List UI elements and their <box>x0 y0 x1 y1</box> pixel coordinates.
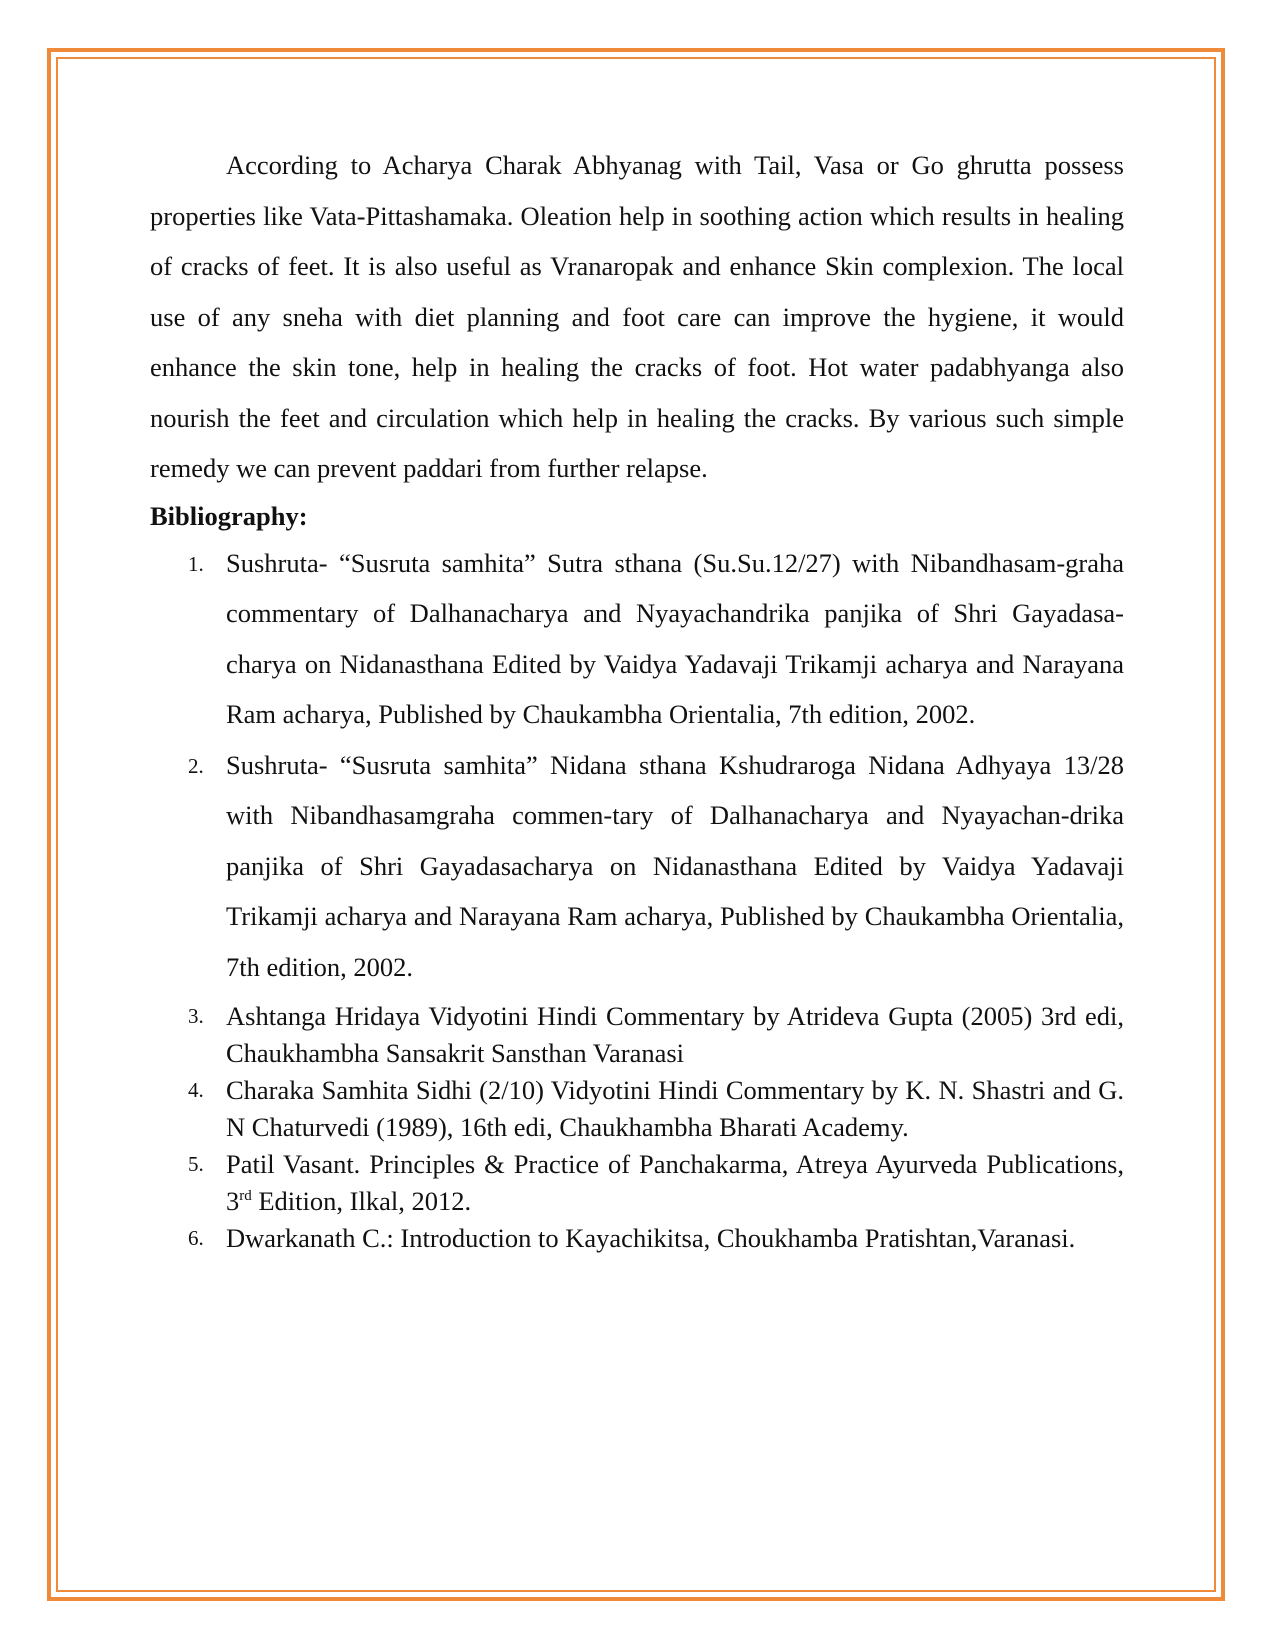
bibliography-item-number: 2. <box>188 753 204 778</box>
bibliography-item <box>150 998 1124 1072</box>
bibliography-item <box>150 538 1124 740</box>
bibliography-item-number: 4. <box>188 1078 204 1102</box>
page-content <box>150 140 1124 1257</box>
bibliography-item-number: 6. <box>188 1226 204 1250</box>
bibliography-item-text: Charaka Samhita Sidhi (2/10) Vidyotini Hindi Commentary by K. N. Shastri and G. N Chaturvedi (1989), 16th edi, Chaukhambha Bharati Academy. <box>226 1075 1124 1142</box>
bibliography-item <box>150 1146 1124 1220</box>
bibliography-item-number: 3. <box>188 1004 204 1028</box>
bibliography-item <box>150 740 1124 993</box>
bibliography-item-text-after: Edition, Ilkal, 2012. <box>251 1186 472 1216</box>
bibliography-item <box>150 1072 1124 1146</box>
bibliography-item-number: 5. <box>188 1152 204 1176</box>
bibliography-item-text: Sushruta- “Susruta samhita” Nidana sthana Kshudraroga Nidana Adhyaya 13/28 with Nibandhasamgraha commen-tary of Dalhanacharya and Nyayachan-drika panjika of Shri Gayadasacharya on Nidanasthana Edited by Vaidya Yadavaji Trikamji acharya and Narayana Ram acharya, Published by Chaukambha Orientalia, 7th edition, 2002. <box>226 749 1124 982</box>
bibliography-item-number: 1. <box>188 551 204 576</box>
bibliography-list <box>150 538 1124 1258</box>
bibliography-item <box>150 1220 1124 1257</box>
bibliography-item-superscript: rd <box>239 1188 252 1204</box>
bibliography-item-text-before: Patil Vasant. Principles & Practice of Panchakarma, Atreya Ayurveda Publications, 3 <box>226 1149 1124 1216</box>
bibliography-item-text: Sushruta- “Susruta samhita” Sutra sthana (Su.Su.12/27) with Nibandhasam-graha commentary of Dalhanacharya and Nyayachandrika panjika of Shri Gayadasa-charya on Nidanasthana Edited by Vaidya Yadavaji Trikamji acharya and Narayana Ram acharya, Published by Chaukambha Orientalia, 7th edition, 2002. <box>226 547 1124 729</box>
bibliography-item-text: Ashtanga Hridaya Vidyotini Hindi Commentary by Atrideva Gupta (2005) 3rd edi, Chaukhambha Sansakrit Sansthan Varanasi <box>226 1001 1124 1068</box>
bibliography-item-text: Dwarkanath C.: Introduction to Kayachikitsa, Choukhamba Pratishtan,Varanasi. <box>226 1223 1076 1253</box>
body-paragraph: According to Acharya Charak Abhyanag with Tail, Vasa or Go ghrutta possess properties like Vata-Pittashamaka. Oleation help in soothing action which results in healing of cracks of feet. It is also useful as Vranaropak and enhance Skin complexion. The local use of any sneha with diet planning and foot care can improve the hygiene, it would enhance the skin tone, help in healing the cracks of foot. Hot water padabhyanga also nourish the feet and circulation which help in healing the cracks. By various such simple remedy we can prevent paddari from further relapse. <box>150 150 1124 483</box>
bibliography-heading: Bibliography: <box>150 500 308 531</box>
